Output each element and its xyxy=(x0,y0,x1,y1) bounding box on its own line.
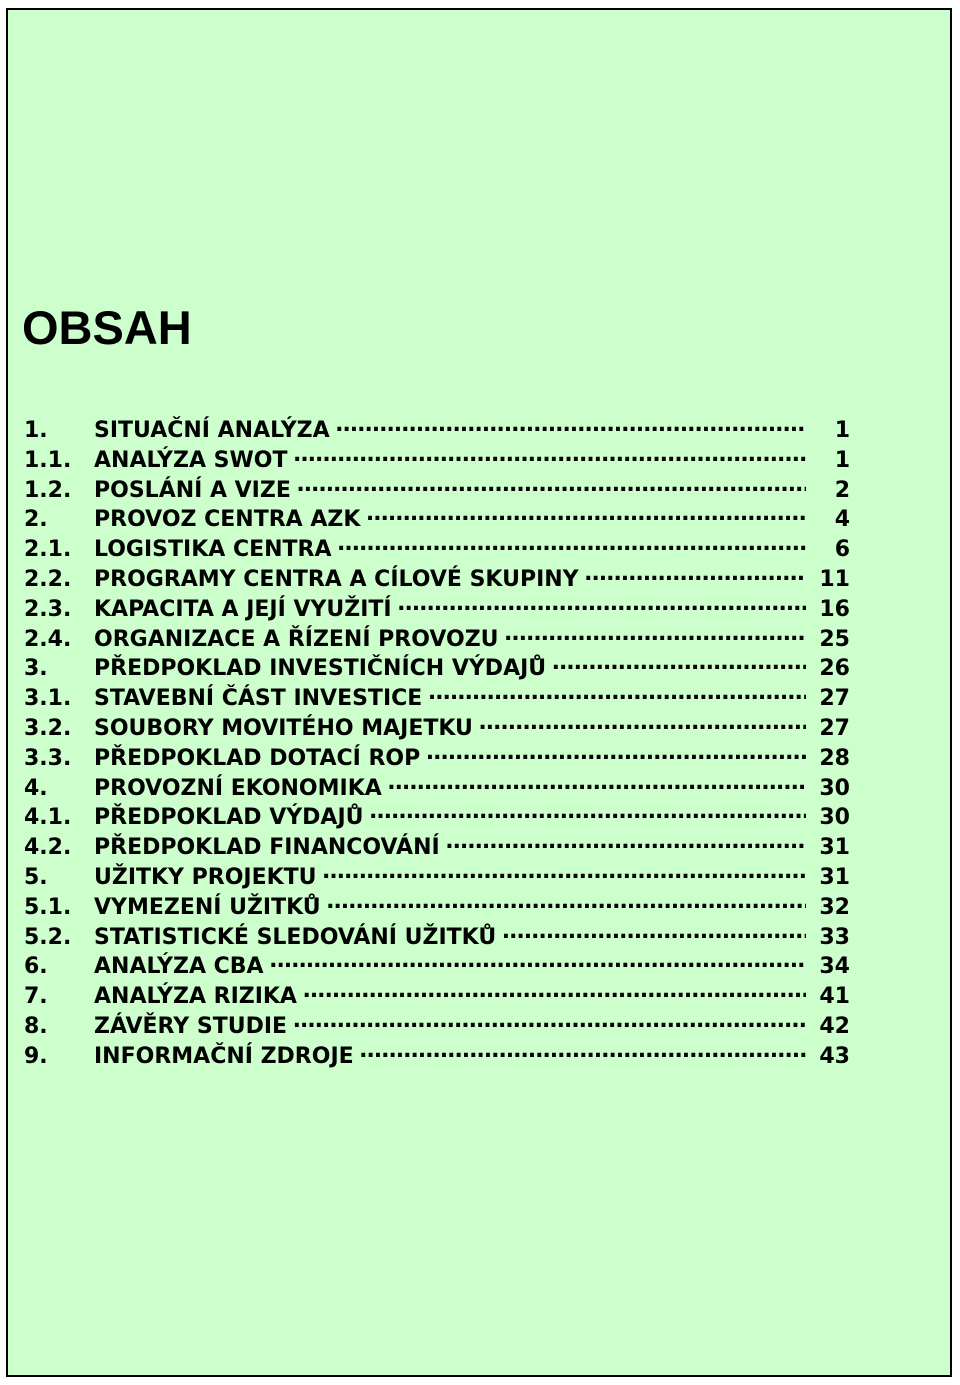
toc-entry-page: 30 xyxy=(819,805,850,831)
toc-entry[interactable] xyxy=(24,534,850,564)
toc-entry-number: 7. xyxy=(24,984,48,1010)
toc-entry-number: 5.1. xyxy=(24,894,72,920)
toc-entry[interactable] xyxy=(24,743,850,773)
toc-entry-page: 11 xyxy=(819,566,850,592)
page-frame xyxy=(6,8,952,1377)
toc-entry-title: POSLÁNÍ A VIZE xyxy=(94,477,291,503)
toc-entry-page: 25 xyxy=(819,626,850,652)
toc-entry-page: 34 xyxy=(819,954,850,980)
toc-entry-number: 5. xyxy=(24,864,48,890)
toc-entry[interactable] xyxy=(24,862,850,892)
toc-entry[interactable] xyxy=(24,713,850,743)
toc-entry[interactable] xyxy=(24,683,850,713)
toc-entry[interactable] xyxy=(24,475,850,505)
toc-dot-leader xyxy=(270,951,806,973)
toc-entry[interactable] xyxy=(24,415,850,445)
toc-entry-page: 41 xyxy=(819,984,850,1010)
toc-entry-number: 1.2. xyxy=(24,477,72,503)
toc-entry-title: STAVEBNÍ ČÁST INVESTICE xyxy=(94,686,423,712)
toc-entry[interactable] xyxy=(24,892,850,922)
toc-entry[interactable] xyxy=(24,951,850,981)
toc-dot-leader xyxy=(293,1011,806,1033)
toc-entry[interactable] xyxy=(24,564,850,594)
toc-entry-number: 2.3. xyxy=(24,596,72,622)
toc-entry-page: 33 xyxy=(819,924,850,950)
toc-entry-page: 2 xyxy=(834,477,850,503)
toc-entry-title: UŽITKY PROJEKTU xyxy=(94,864,317,890)
toc-entry-number: 4.2. xyxy=(24,835,72,861)
toc-entry[interactable] xyxy=(24,624,850,654)
toc-entry-page: 31 xyxy=(819,835,850,861)
toc-dot-leader xyxy=(388,773,806,795)
toc-entry-number: 3.2. xyxy=(24,715,72,741)
toc-entry-title: ANALÝZA RIZIKA xyxy=(94,984,297,1010)
toc-entry-number: 3. xyxy=(24,656,48,682)
toc-dot-leader xyxy=(505,624,806,646)
toc-entry-number: 5.2. xyxy=(24,924,72,950)
toc-entry[interactable] xyxy=(24,1011,850,1041)
toc-entry-title: SOUBORY MOVITÉHO MAJETKU xyxy=(94,715,473,741)
toc-entry-number: 4. xyxy=(24,775,48,801)
toc-dot-leader xyxy=(323,862,806,884)
toc-dot-leader xyxy=(552,653,806,675)
toc-entry[interactable] xyxy=(24,832,850,862)
document-title: OBSAH xyxy=(22,301,192,354)
toc-entry-title: PROGRAMY CENTRA A CÍLOVÉ SKUPINY xyxy=(94,566,579,592)
toc-entry[interactable] xyxy=(24,445,850,475)
toc-entry-page: 32 xyxy=(819,894,850,920)
toc-entry-page: 27 xyxy=(819,686,850,712)
toc-entry[interactable] xyxy=(24,773,850,803)
toc-dot-leader xyxy=(327,892,806,914)
toc-entry-title: PROVOZNÍ EKONOMIKA xyxy=(94,775,382,801)
toc-entry-number: 4.1. xyxy=(24,805,72,831)
toc-dot-leader xyxy=(336,415,806,437)
toc-entry-title: PŘEDPOKLAD INVESTIČNÍCH VÝDAJŮ xyxy=(94,656,547,682)
toc-entry[interactable] xyxy=(24,504,850,534)
toc-entry-page: 28 xyxy=(819,745,850,771)
toc-entry[interactable] xyxy=(24,922,850,952)
toc-entry-number: 2.1. xyxy=(24,537,72,563)
toc-entry-title: PŘEDPOKLAD DOTACÍ ROP xyxy=(94,745,421,771)
toc-entry-number: 2.2. xyxy=(24,566,72,592)
toc-dot-leader xyxy=(502,922,806,944)
toc-dot-leader xyxy=(360,1041,806,1063)
toc-entry-number: 2.4. xyxy=(24,626,72,652)
toc-entry-page: 30 xyxy=(819,775,850,801)
toc-entry-page: 1 xyxy=(834,447,850,473)
toc-dot-leader xyxy=(398,594,806,616)
toc-entry-title: ANALÝZA CBA xyxy=(94,954,264,980)
toc-entry-page: 4 xyxy=(834,507,850,533)
toc-dot-leader xyxy=(428,683,806,705)
toc-entry-number: 3.3. xyxy=(24,745,72,771)
toc-entry[interactable] xyxy=(24,1041,850,1071)
toc-entry-title: ZÁVĚRY STUDIE xyxy=(94,1013,288,1039)
toc-entry-number: 3.1. xyxy=(24,686,72,712)
toc-entry-page: 27 xyxy=(819,715,850,741)
toc-entry-number: 8. xyxy=(24,1013,48,1039)
table-of-contents xyxy=(24,415,850,1071)
toc-entry-number: 9. xyxy=(24,1043,48,1069)
toc-entry-number: 6. xyxy=(24,954,48,980)
toc-dot-leader xyxy=(370,802,807,824)
toc-dot-leader xyxy=(585,564,806,586)
toc-entry-title: ORGANIZACE A ŘÍZENÍ PROVOZU xyxy=(94,626,499,652)
toc-entry[interactable] xyxy=(24,802,850,832)
toc-dot-leader xyxy=(479,713,806,735)
toc-dot-leader xyxy=(366,504,806,526)
toc-entry-title: PŘEDPOKLAD VÝDAJŮ xyxy=(94,805,364,831)
toc-entry-title: PROVOZ CENTRA AZK xyxy=(94,507,361,533)
toc-dot-leader xyxy=(293,445,806,467)
toc-entry-page: 43 xyxy=(819,1043,850,1069)
toc-entry-title: STATISTICKÉ SLEDOVÁNÍ UŽITKŮ xyxy=(94,924,497,950)
toc-entry-page: 31 xyxy=(819,864,850,890)
toc-entry-page: 26 xyxy=(819,656,850,682)
toc-entry-page: 16 xyxy=(819,596,850,622)
toc-dot-leader xyxy=(426,743,806,765)
toc-entry[interactable] xyxy=(24,981,850,1011)
toc-entry-number: 1.1. xyxy=(24,447,72,473)
toc-entry-title: ANALÝZA SWOT xyxy=(94,447,288,473)
toc-entry-title: KAPACITA A JEJÍ VYUŽITÍ xyxy=(94,596,392,622)
toc-entry-page: 42 xyxy=(819,1013,850,1039)
toc-entry-page: 1 xyxy=(834,418,850,443)
toc-entry-title: LOGISTIKA CENTRA xyxy=(94,537,332,563)
toc-entry-title: SITUAČNÍ ANALÝZA xyxy=(94,418,330,443)
toc-entry-number: 2. xyxy=(24,507,48,533)
toc-entry[interactable] xyxy=(24,594,850,624)
toc-dot-leader xyxy=(446,832,806,854)
toc-entry-number: 1. xyxy=(24,418,48,443)
toc-dot-leader xyxy=(297,475,806,497)
toc-entry-title: PŘEDPOKLAD FINANCOVÁNÍ xyxy=(94,835,440,861)
toc-entry[interactable] xyxy=(24,653,850,683)
toc-dot-leader xyxy=(338,534,806,556)
toc-entry-title: VYMEZENÍ UŽITKŮ xyxy=(94,894,321,920)
toc-entry-page: 6 xyxy=(834,537,850,563)
toc-entry-title: INFORMAČNÍ ZDROJE xyxy=(94,1043,354,1069)
toc-dot-leader xyxy=(303,981,806,1003)
